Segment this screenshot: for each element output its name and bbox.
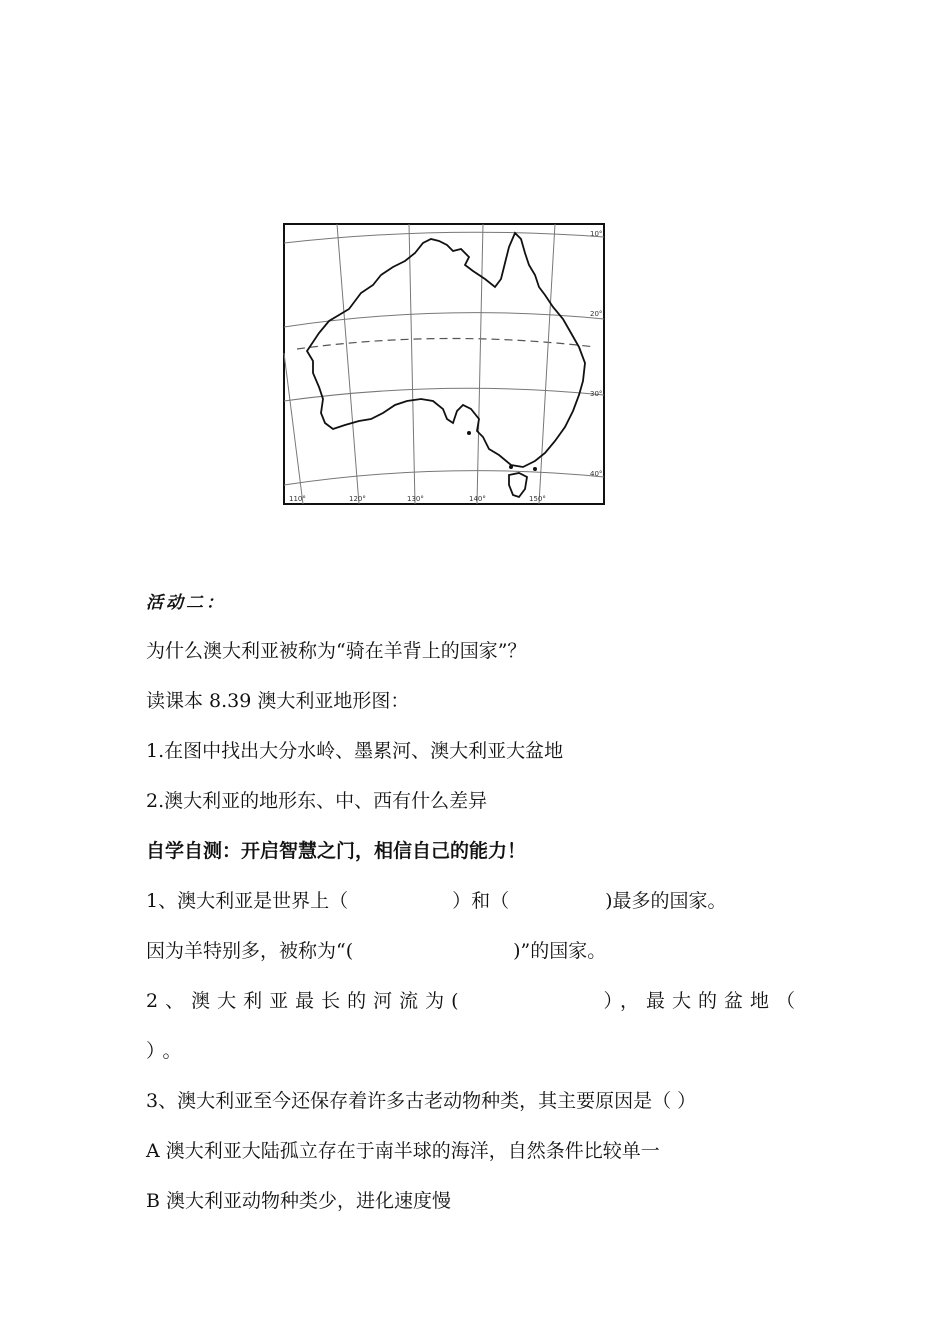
q1-line2-part-a: 因为羊特别多，被称为“( xyxy=(146,940,354,962)
question-3: 3、澳大利亚至今还保存着许多古老动物种类，其主要原因是（ ） xyxy=(146,1090,697,1112)
self-test-heading: 自学自测：开启智慧之门，相信自己的能力！ xyxy=(146,840,527,862)
q1-part-a: 1、澳大利亚是世界上（ xyxy=(146,890,349,912)
map-svg xyxy=(283,223,605,505)
activity-instruction: 读课本 8.39 澳大利亚地形图： xyxy=(146,690,410,712)
question-1-line-1 xyxy=(146,886,727,913)
lon-label-130: 130° xyxy=(407,495,424,503)
question-2-line-2: ）。 xyxy=(146,1040,189,1062)
activity-task-2: 2.澳大利亚的地形东、中、西有什么差异 xyxy=(146,790,488,812)
lat-label-30: 30° xyxy=(590,390,603,398)
question-2-line-1 xyxy=(146,986,802,1013)
lat-label-40: 40° xyxy=(590,470,603,478)
q2-part-a: 2、澳大利亚最长的河流为( xyxy=(146,990,466,1012)
q2-part-b: ），最大的盆地（ xyxy=(603,990,803,1012)
question-1-line-2 xyxy=(146,936,606,963)
australia-outline-map xyxy=(283,223,605,505)
lon-label-120: 120° xyxy=(349,495,366,503)
island-dot-2 xyxy=(533,467,537,471)
q1-part-b: ）和（ xyxy=(452,890,510,912)
activity-heading: 活动二： xyxy=(146,593,226,613)
island-dot-3 xyxy=(467,431,471,435)
lon-label-140: 140° xyxy=(469,495,486,503)
lat-label-20: 20° xyxy=(590,310,603,318)
q1-part-c: )最多的国家。 xyxy=(605,890,727,912)
activity-task-1: 1.在图中找出大分水岭、墨累河、澳大利亚大盆地 xyxy=(146,740,564,762)
lon-label-110: 110° xyxy=(289,495,306,503)
map-border xyxy=(284,224,604,504)
activity-question: 为什么澳大利亚被称为“骑在羊背上的国家”？ xyxy=(146,640,527,662)
option-b: B 澳大利亚动物种类少，进化速度慢 xyxy=(146,1190,452,1212)
option-a: A 澳大利亚大陆孤立存在于南半球的海洋，自然条件比较单一 xyxy=(146,1140,660,1162)
island-dot-1 xyxy=(509,465,513,469)
lat-label-10: 10° xyxy=(590,230,603,238)
lon-label-150: 150° xyxy=(529,495,546,503)
q1-line2-part-b: )”的国家。 xyxy=(513,940,607,962)
